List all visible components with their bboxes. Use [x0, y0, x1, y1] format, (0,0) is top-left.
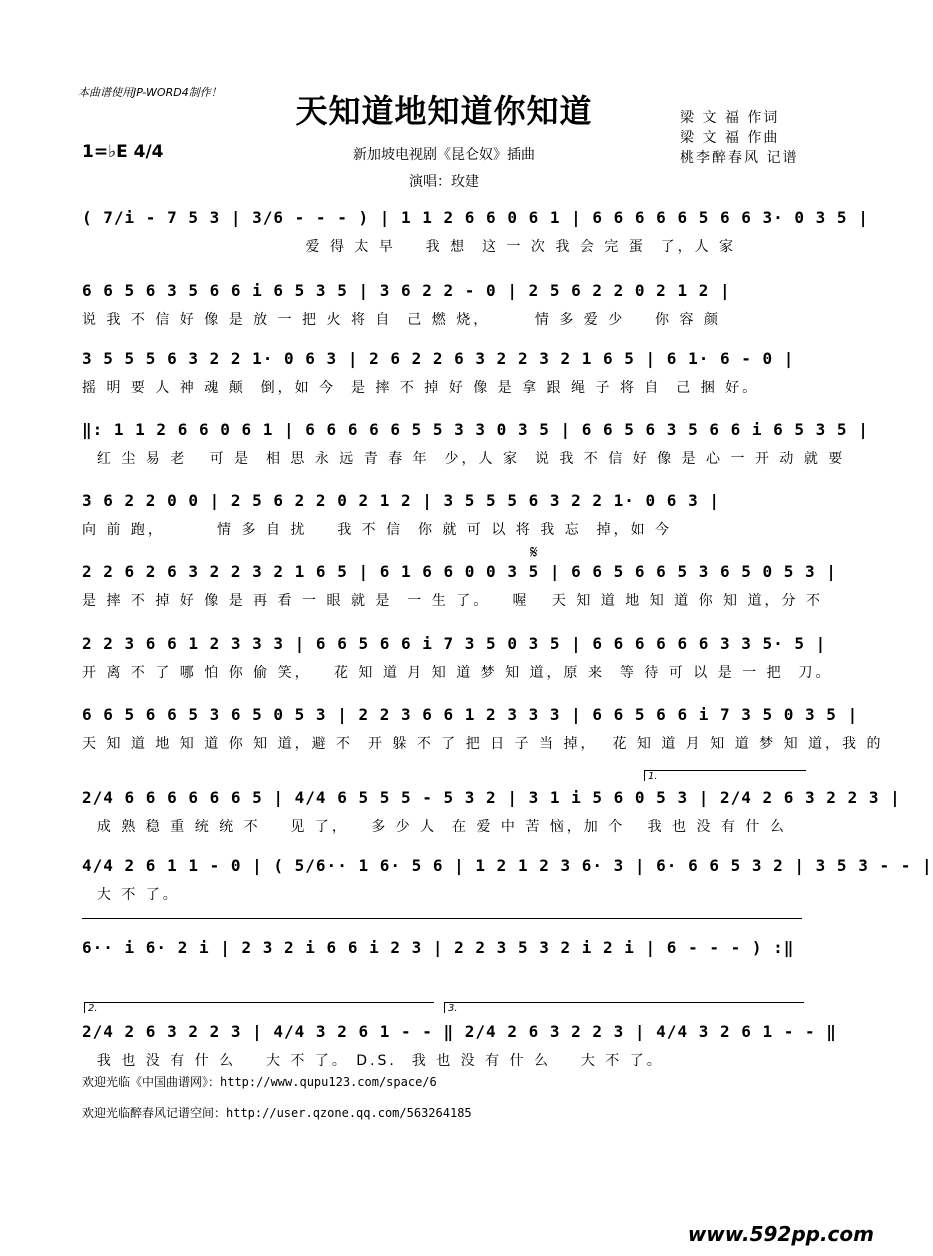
notation-line: 4/4 2 6 1 1 - 0 | ( 5/6·· 1 6· 5 6 | 1 2 1 2 3 6· 3 | 6· 6 6 5 3 2 | 3 5 3 - - |: [82, 856, 933, 875]
notation-line: 3 5 5 5 6 3 2 2 1· 0 6 3 | 2 6 2 2 6 3 2 2 3 2 1 6 5 | 6 1· 6 - 0 |: [82, 349, 795, 368]
site-watermark: www.592pp.com: [687, 1222, 874, 1246]
score-system: [82, 349, 804, 399]
score-system: [82, 771, 901, 838]
notation-line: 2/4 6 6 6 6 6 6 5 | 4/4 6 5 5 5 - 5 3 2 | 3 1 i 5 6 0 5 3 | 2/4 2 6 3 2 2 3 |: [82, 788, 901, 807]
score-system: [82, 542, 837, 612]
score-system: [82, 634, 833, 684]
maker-note: 本曲谱使用JP-WORD4制作！: [78, 86, 222, 99]
notation-line: 6 6 5 6 3 5 6 6 i 6 5 3 5 | 3 6 2 2 - 0 | 2 5 6 2 2 0 2 1 2 |: [82, 281, 731, 300]
transcriber-credit: 桃李醉春风 记谱: [680, 150, 799, 166]
lyric-line: 开 离 不 了 哪 怕 你 偷 笑， 花 知 道 月 知 道 梦 知 道，原 来 等 待 可 以 是 一 把 刀。: [82, 665, 833, 681]
lyric-line: 成 熟 稳 重 统 统 不 见 了， 多 少 人 在 爱 中 苦 恼，加 个 我 也 没 有 什 么: [82, 819, 787, 835]
score-system: [82, 1003, 837, 1072]
key-signature: 1=♭E 4/4: [82, 142, 164, 162]
segno-sign: 𝄋: [530, 542, 538, 563]
score-system: [82, 705, 884, 755]
footer-link-qzone[interactable]: 欢迎光临醉春风记谱空间：http://user.qzone.qq.com/563264185: [82, 1106, 472, 1120]
score-subtitle: 新加坡电视剧《昆仑奴》插曲: [353, 147, 535, 163]
score-system: [82, 491, 804, 541]
lyric-line: 红 尘 易 老 可 是 相 思 永 远 青 春 年 少，人 家 说 我 不 信 好 像 是 心 一 开 动 就 要: [82, 451, 846, 467]
lyric-line: 说 我 不 信 好 像 是 放 一 把 火 将 自 己 燃 烧， 情 多 爱 少 你 容 颜: [82, 312, 721, 328]
score-system: [82, 208, 869, 258]
lyric-line: 向 前 跑， 情 多 自 扰 我 不 信 你 就 可 以 将 我 忘 掉，如 今: [82, 522, 673, 538]
lyric-line: 是 摔 不 掉 好 像 是 再 看 一 眼 就 是 一 生 了。 喔 天 知 道 地 知 道 你 知 道，分 不: [82, 593, 823, 609]
score-system: [82, 281, 804, 331]
notation-line: 2/4 2 6 3 2 2 3 | 4/4 3 2 6 1 - - ‖ 2/4 2 6 3 2 2 3 | 4/4 3 2 6 1 - - ‖: [82, 1022, 837, 1041]
volta-bracket-line: [82, 918, 802, 919]
lyricist-credit: 梁 文 福 作词: [680, 110, 780, 126]
footer-link-qupu[interactable]: 欢迎光临《中国曲谱网》：http://www.qupu123.com/space/6: [82, 1075, 437, 1089]
notation-line: 6 6 5 6 6 5 3 6 5 0 5 3 | 2 2 3 6 6 1 2 3 3 3 | 6 6 5 6 6 i 7 3 5 0 3 5 |: [82, 705, 859, 724]
notation-line: 2 2 3 6 6 1 2 3 3 3 | 6 6 5 6 6 i 7 3 5 0 3 5 | 6 6 6 6 6 6 3 3 5· 5 |: [82, 634, 827, 653]
score-title: 天知道地知道你知道: [295, 92, 593, 130]
score-system: [82, 856, 933, 906]
notation-line: ‖: 1 1 2 6 6 0 6 1 | 6 6 6 6 6 5 5 3 3 0 3 5 | 6 6 5 6 3 5 6 6 i 6 5 3 5 |: [82, 420, 869, 439]
volta-1: 1.: [644, 770, 806, 781]
composer-credit: 梁 文 福 作曲: [680, 130, 780, 146]
notation-line: 2 2 6 2 6 3 2 2 3 2 1 6 5 | 6 1 6 6 0 0 3 5 | 6 6 5 6 6 5 3 6 5 0 5 3 |: [82, 562, 837, 581]
author-credits: [680, 108, 798, 168]
volta-2: 2.: [84, 1002, 434, 1013]
lyric-line: 大 不 了。: [82, 887, 180, 903]
notation-line: ( 7/i - 7 5 3 | 3/6 - - - ) | 1 1 2 6 6 0 6 1 | 6 6 6 6 6 5 6 6 3· 0 3 5 |: [82, 208, 869, 227]
volta-3: 3.: [444, 1002, 804, 1013]
score-system: [82, 420, 869, 470]
lyric-line: 爱 得 太 早 我 想 这 一 次 我 会 完 蛋 了，人 家: [82, 239, 737, 255]
lyric-line: 我 也 没 有 什 么 大 不 了。 D.S. 我 也 没 有 什 么 大 不 了。: [82, 1053, 664, 1069]
lyric-line: 摇 明 要 人 神 魂 颠 倒，如 今 是 摔 不 掉 好 像 是 拿 跟 绳 子 将 自 己 捆 好。: [82, 380, 760, 396]
lyric-line: 天 知 道 地 知 道 你 知 道，避 不 开 躲 不 了 把 日 子 当 掉， 花 知 道 月 知 道 梦 知 道，我 的: [82, 736, 884, 752]
score-system: [82, 938, 804, 962]
notation-line: 6·· i 6· 2 i | 2 3 2 i 6 6 i 2 3 | 2 2 3 5 3 2 i 2 i | 6 - - - ) :‖: [82, 938, 795, 957]
singer-credit: 演唱：玫建: [409, 174, 479, 190]
notation-line: 3 6 2 2 0 0 | 2 5 6 2 2 0 2 1 2 | 3 5 5 5 6 3 2 2 1· 0 6 3 |: [82, 491, 720, 510]
